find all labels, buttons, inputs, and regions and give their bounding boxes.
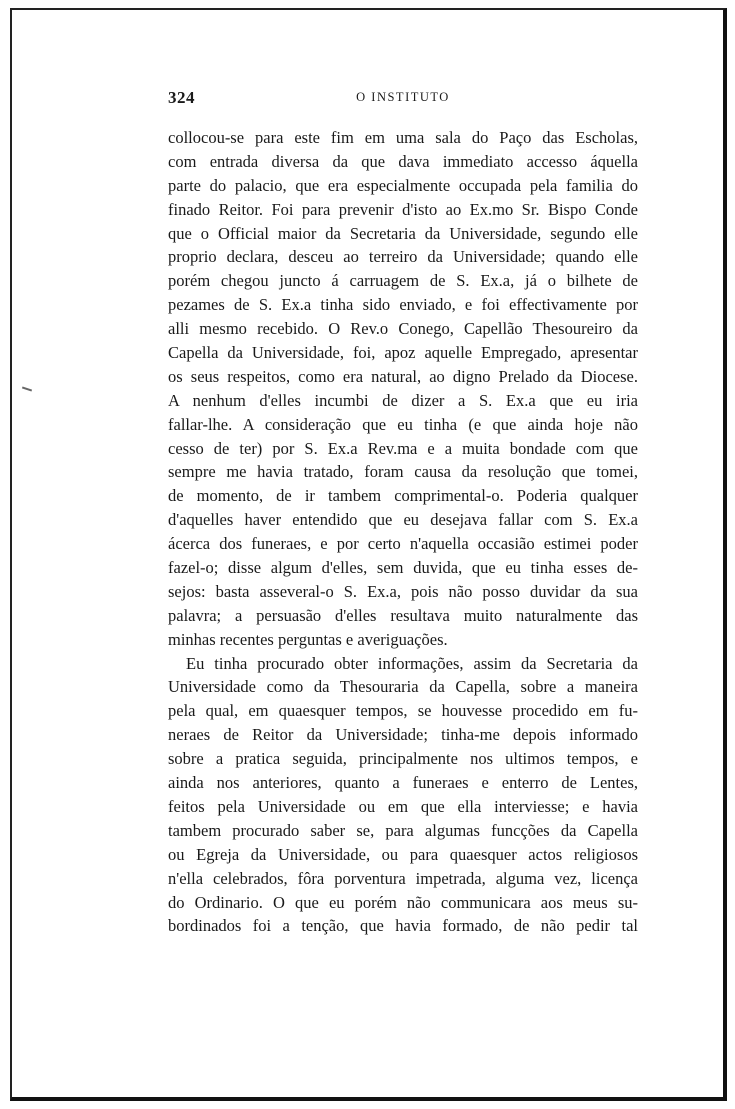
text-line: sejos: basta asseveral-o S. Ex.a, pois não posso duvidar da sua [168,581,638,601]
text-line: porém chegou juncto á carruagem de S. Ex.a, já o bilhete de [168,271,638,291]
text-line: cesso de ter) por S. Ex.a Rev.ma e a muita bondade com que [168,438,638,458]
text-line: proprio declara, desceu ao terreiro da Universidade; quando elle [168,247,638,267]
text-line: pela qual, em quaesquer tempos, se houvesse procedido em fu- [168,701,638,721]
text-line: pezames de S. Ex.a tinha sido enviado, e foi effectivamente por [168,295,638,315]
paragraph [168,652,638,939]
book-page [168,88,638,938]
text-line: collocou-se para este fim em uma sala do Paço das Escholas, [168,128,638,147]
text-line: que o Official maior da Secretaria da Universidade, segundo elle [168,223,638,243]
text-line: n'ella celebrados, fôra porventura impetrada, alguma vez, licença [168,868,638,888]
text-line: sobre a pratica seguida, principalmente nos ultimos tempos, e [168,749,638,769]
paragraph [168,126,638,652]
text-line: com entrada diversa da que dava immediato accesso áquella [168,151,638,171]
body-text [168,126,638,938]
text-line: de momento, de ir tambem comprimental-o. Poderia qualquer [168,486,638,506]
text-line: d'aquelles haver entendido que eu desejava fallar com S. Ex.a [168,510,638,530]
text-line: Universidade como da Thesouraria da Capella, sobre a maneira [168,677,638,697]
text-line: parte do palacio, que era especialmente occupada pela familia do [168,175,638,195]
text-line: bordinados foi a tenção, que havia formado, de não pedir tal [168,916,638,936]
running-title: O INSTITUTO [356,90,450,104]
text-line: Eu tinha procurado obter informações, assim da Secretaria da [186,653,638,673]
text-line: tambem procurado saber se, para algumas funcções da Capella [168,820,638,840]
text-line: minhas recentes perguntas e averiguações. [168,629,448,649]
text-line: ácerca dos funeraes, e por certo n'aquella occasião estimei poder [168,534,638,554]
text-line: fallar-lhe. A consideração que eu tinha (e que ainda hoje não [168,414,638,434]
text-line: alli mesmo recebido. O Rev.o Conego, Capellão Thesoureiro da [168,319,638,339]
text-line: os seus respeitos, como era natural, ao digno Prelado da Diocese. [168,366,638,386]
text-line: fazel-o; disse algum d'elles, sem duvida, que eu tinha esses de- [168,558,638,578]
text-line: finado Reitor. Foi para prevenir d'isto ao Ex.mo Sr. Bispo Conde [168,199,638,219]
text-line: sempre me havia tratado, foram causa da resolução que tomei, [168,462,638,482]
text-line: Capella da Universidade, foi, apoz aquelle Empregado, apresentar [168,343,638,363]
page-number: 324 [168,88,195,107]
text-line: ou Egreja da Universidade, ou para quaesquer actos religiosos [168,844,638,864]
text-line: A nenhum d'elles incumbi de dizer a S. Ex.a que eu iria [168,390,638,410]
text-line: do Ordinario. O que eu porém não communicara aos meus su- [168,892,638,912]
running-head [168,88,638,112]
text-line: palavra; a persuasão d'elles resultava muito naturalmente das [168,605,638,625]
text-line: neraes de Reitor da Universidade; tinha-me depois informado [168,725,638,745]
text-line: feitos pela Universidade ou em que ella interviesse; e havia [168,796,638,816]
text-line: ainda nos anteriores, quanto a funeraes e enterro de Lentes, [168,773,638,793]
